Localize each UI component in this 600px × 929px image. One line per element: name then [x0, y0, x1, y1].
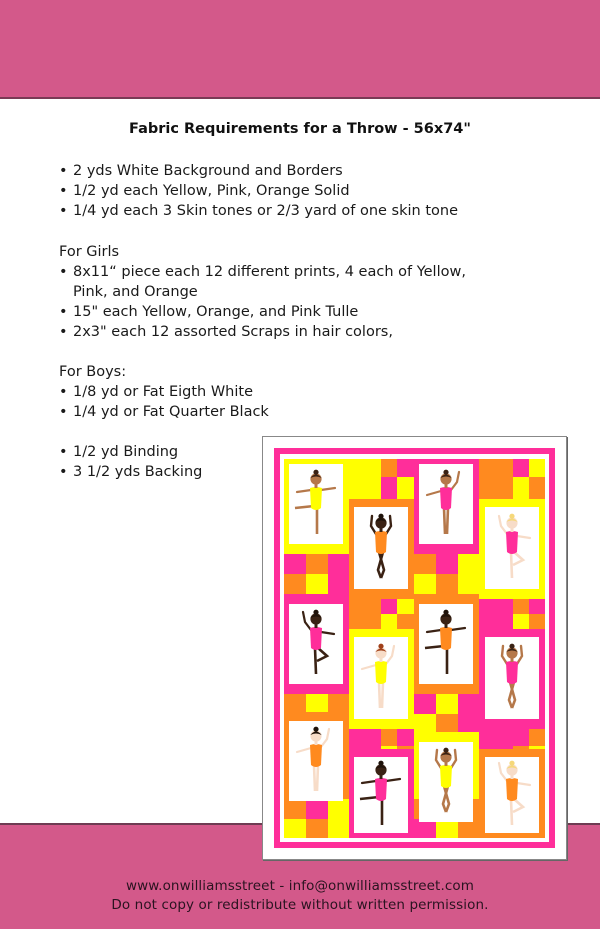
quilt-patch [436, 714, 458, 732]
dancer-block [485, 757, 539, 833]
quilt-patch [513, 459, 529, 477]
dancer-block [354, 507, 408, 589]
dancer-block [485, 507, 539, 589]
dancer-block [289, 464, 343, 544]
dancer-block [354, 637, 408, 719]
quilt-patch [479, 459, 513, 499]
quilt-patch [414, 694, 436, 714]
footer-copyright: Do not copy or redistribute without written permission. [111, 897, 489, 913]
quilt-patch [284, 799, 306, 819]
ballerina-icon [354, 642, 408, 714]
boys-requirements-list [59, 382, 269, 422]
footer-contact: www.onwilliamsstreet - info@onwilliamsstreet.com [126, 878, 474, 894]
list-item: • 3 1/2 yds Backing [59, 462, 202, 482]
quilt-patch [381, 477, 397, 499]
list-item: • 15" each Yellow, Orange, and Pink Tulle [59, 302, 466, 322]
ballerina-icon [354, 512, 408, 584]
quilt-patch [529, 477, 545, 499]
quilt-patch [284, 574, 306, 594]
ballerina-icon [289, 468, 343, 540]
quilt-patch [414, 714, 436, 732]
ballerina-icon [354, 759, 408, 831]
list-item: • 1/4 yd each 3 Skin tones or 2/3 yard of one skin tone [59, 201, 458, 221]
list-item: • 8x11“ piece each 12 different prints, 4 each of Yellow, [59, 262, 466, 282]
quilt-patch [306, 554, 328, 574]
quilt-patch [306, 819, 328, 838]
ballerina-icon [485, 759, 539, 831]
girls-heading: For Girls [59, 244, 120, 260]
quilt-patch [328, 694, 349, 712]
quilt-patch [397, 614, 414, 629]
finishing-requirements-list [59, 442, 202, 482]
quilt-patch [306, 694, 328, 712]
quilt-patch [306, 799, 328, 819]
quilt-patch [381, 729, 397, 746]
boys-heading: For Boys: [59, 364, 127, 380]
quilt-patch [414, 554, 436, 574]
ballerina-icon [419, 468, 473, 540]
dancer-block [419, 742, 473, 822]
quilt-patch [436, 574, 458, 594]
quilt-patch [458, 554, 479, 594]
quilt-patch [479, 599, 513, 629]
dancer-block [419, 464, 473, 544]
quilt-patch [306, 574, 328, 594]
quilt-patch [414, 574, 436, 594]
quilt-patch [328, 554, 349, 594]
dancer-block [354, 757, 408, 833]
quilt-patch [397, 459, 414, 477]
list-item: • 1/2 yd each Yellow, Pink, Orange Solid [59, 181, 458, 201]
quilt-patch [458, 694, 479, 732]
quilt-patch [397, 729, 414, 746]
ballerina-icon [485, 512, 539, 584]
page-title: Fabric Requirements for a Throw - 56x74" [129, 121, 471, 137]
quilt-patch [529, 614, 545, 629]
quilt-patch [381, 459, 397, 477]
quilt-body [284, 459, 545, 838]
quilt-patch [436, 694, 458, 714]
general-requirements-list [59, 161, 458, 221]
quilt-patch [284, 554, 306, 574]
list-item: • 2 yds White Background and Borders [59, 161, 458, 181]
ballerina-icon [419, 608, 473, 680]
dancer-block [289, 604, 343, 684]
quilt-image [262, 436, 567, 860]
quilt-patch [529, 459, 545, 477]
quilt-pink-border [274, 448, 555, 848]
quilt-patch [513, 599, 529, 614]
quilt-patch [513, 729, 529, 746]
list-item: • 1/8 yd or Fat Eigth White [59, 382, 269, 402]
quilt-patch [284, 694, 306, 712]
list-item: • 1/4 yd or Fat Quarter Black [59, 402, 269, 422]
list-item-continuation: Pink, and Orange [73, 284, 198, 300]
list-item: • 2x3" each 12 assorted Scraps in hair colors, [59, 322, 466, 342]
ballerina-icon [289, 608, 343, 680]
quilt-patch [284, 819, 306, 838]
quilt-patch [436, 554, 458, 574]
quilt-patch [328, 799, 349, 838]
quilt-patch [381, 614, 397, 629]
quilt-patch [397, 599, 414, 614]
girls-requirements-list [59, 262, 466, 342]
dancer-block [289, 721, 343, 801]
quilt-patch [513, 614, 529, 629]
ballerina-icon [485, 642, 539, 714]
ballerina-icon [419, 746, 473, 818]
ballerina-icon [289, 725, 343, 797]
quilt-patch [529, 599, 545, 614]
quilt-patch [349, 599, 381, 629]
quilt-patch [529, 729, 545, 746]
quilt-patch [381, 599, 397, 614]
header-band [0, 0, 600, 99]
quilt-patch [513, 477, 529, 499]
quilt-patch [397, 477, 414, 499]
quilt-patch [349, 459, 381, 499]
dancer-block [485, 637, 539, 719]
dancer-block [419, 604, 473, 684]
list-item: • 1/2 yd Binding [59, 442, 202, 462]
quilt-white-border [280, 454, 549, 842]
